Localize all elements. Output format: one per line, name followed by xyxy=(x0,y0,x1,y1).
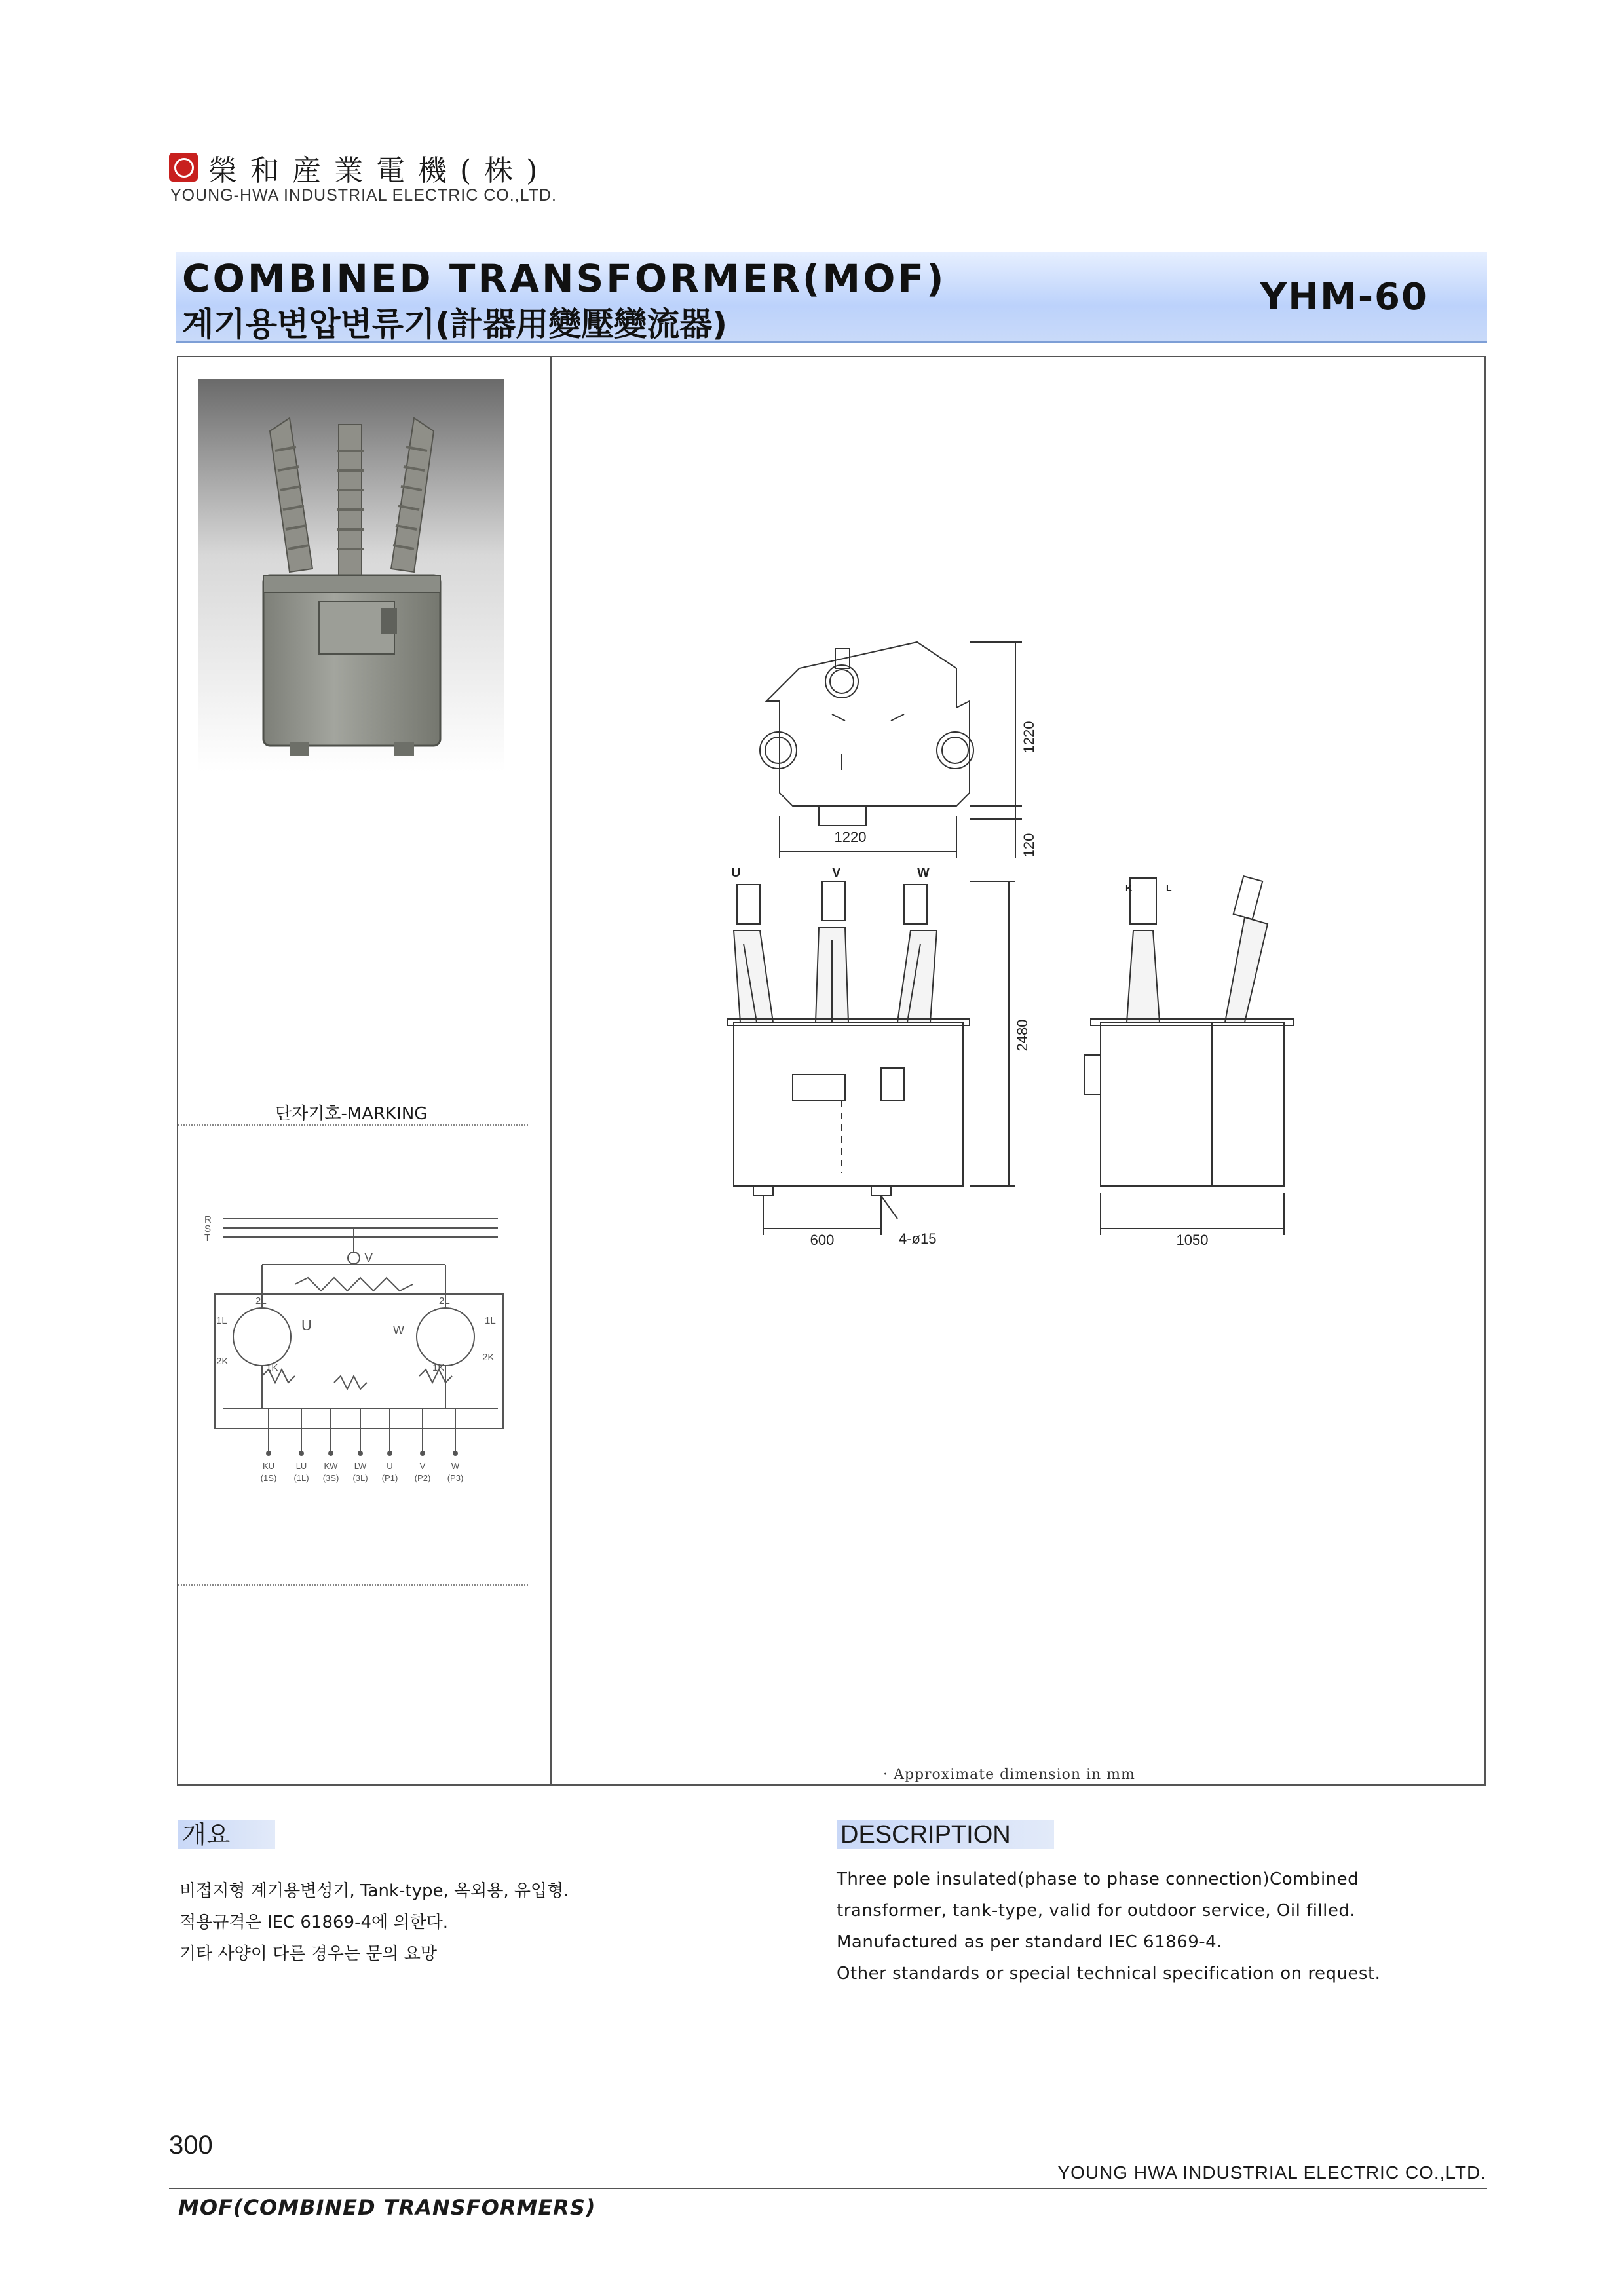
terminal-kw-sub: (3S) xyxy=(322,1473,339,1483)
dim-holes: 4-ø15 xyxy=(899,1231,937,1247)
terminal-w-sub: (P3) xyxy=(447,1473,464,1483)
right-terminal-2l: 2L xyxy=(439,1295,450,1307)
overview-line: 기타 사양이 다른 경우는 문의 요망 xyxy=(179,1944,437,1964)
title-korean: 계기용변압변류기(計器用變壓變流器) xyxy=(182,305,728,343)
overview-line: 적용규격은 IEC 61869-4에 의한다. xyxy=(179,1913,448,1932)
description-line: Three pole insulated(phase to phase connection)Combined xyxy=(837,1869,1359,1889)
dim-top-width: 1220 xyxy=(834,829,867,845)
phase-label-t: T xyxy=(204,1233,211,1244)
description-line: Manufactured as per standard IEC 61869-4. xyxy=(837,1932,1222,1952)
title-english: COMBINED TRANSFORMER(MOF) xyxy=(182,256,947,301)
dimension-note: · Approximate dimension in mm xyxy=(883,1767,1135,1783)
description-line: Other standards or special technical specification on request. xyxy=(837,1964,1381,1983)
company-name-cjk: 榮和産業電機(株) xyxy=(208,154,551,187)
dim-base-spacing: 600 xyxy=(810,1232,835,1248)
front-label-u: U xyxy=(731,866,741,880)
terminal-v: V xyxy=(419,1461,426,1471)
terminal-w: W xyxy=(451,1461,460,1471)
marking-label: 단자기호-MARKING xyxy=(275,1104,428,1124)
terminal-u-sub: (P1) xyxy=(381,1473,398,1483)
w-label: W xyxy=(393,1324,404,1337)
description-heading: DESCRIPTION xyxy=(837,1820,1054,1849)
side-label-k: K xyxy=(1125,883,1133,893)
description-line: transformer, tank-type, valid for outdoor service, Oil filled. xyxy=(837,1901,1356,1921)
terminal-lw-sub: (3L) xyxy=(352,1473,368,1483)
side-view-tank xyxy=(1101,1022,1284,1186)
terminal-u: U xyxy=(387,1461,393,1471)
terminal-ku: KU xyxy=(262,1461,275,1471)
terminal-lu: LU xyxy=(295,1461,307,1471)
overview-line: 비접지형 계기용변성기, Tank-type, 옥외용, 유입형. xyxy=(179,1881,569,1901)
left-terminal-1k: 1K xyxy=(266,1362,278,1373)
frame-divider xyxy=(550,356,552,1786)
left-terminal-2k: 2K xyxy=(216,1356,229,1367)
model-number: YHM-60 xyxy=(1260,276,1428,318)
phase-label-r: R xyxy=(204,1214,212,1225)
front-label-w: W xyxy=(917,866,930,880)
dim-top-height: 1220 xyxy=(1021,721,1037,754)
marking-schematic xyxy=(197,1212,524,1494)
dim-side-width: 1050 xyxy=(1176,1232,1209,1248)
u-label: U xyxy=(301,1317,312,1333)
terminal-v-sub: (P2) xyxy=(414,1473,431,1483)
terminal-lw: LW xyxy=(354,1461,367,1471)
company-logo-icon xyxy=(169,153,198,182)
overview-body xyxy=(179,1875,569,1970)
left-terminal-1l: 1L xyxy=(216,1315,227,1326)
footer-section-title: MOF(COMBINED TRANSFORMERS) xyxy=(178,2195,596,2220)
front-view-tank xyxy=(734,1022,963,1186)
title-band xyxy=(176,252,1487,343)
front-label-v: V xyxy=(832,866,841,880)
right-terminal-2k: 2K xyxy=(482,1352,495,1363)
marking-divider-bottom xyxy=(178,1584,528,1586)
v-label: V xyxy=(364,1251,373,1265)
page-number: 300 xyxy=(169,2131,213,2160)
right-terminal-1l: 1L xyxy=(485,1315,496,1326)
terminal-ku-sub: (1S) xyxy=(260,1473,277,1483)
description-body xyxy=(837,1864,1380,1989)
right-terminal-1k: 1K xyxy=(432,1362,445,1373)
terminal-lu-sub: (1L) xyxy=(293,1473,309,1483)
footer-rule xyxy=(169,2188,1487,2189)
dim-total-height: 2480 xyxy=(1014,1019,1030,1052)
dimension-drawing xyxy=(708,629,1428,1507)
terminal-kw: KW xyxy=(324,1461,338,1471)
top-view-outline xyxy=(766,642,970,806)
footer-company: YOUNG HWA INDUSTRIAL ELECTRIC CO.,LTD. xyxy=(1057,2162,1486,2183)
dim-base-height: 120 xyxy=(1021,833,1037,858)
product-photo xyxy=(198,379,504,772)
phase-label-s: S xyxy=(204,1223,212,1234)
company-name-en: YOUNG-HWA INDUSTRIAL ELECTRIC CO.,LTD. xyxy=(170,186,557,204)
side-label-l: L xyxy=(1166,883,1172,893)
overview-heading: 개요 xyxy=(178,1820,275,1849)
left-terminal-2l: 2L xyxy=(255,1295,267,1307)
marking-divider-top xyxy=(178,1124,528,1126)
